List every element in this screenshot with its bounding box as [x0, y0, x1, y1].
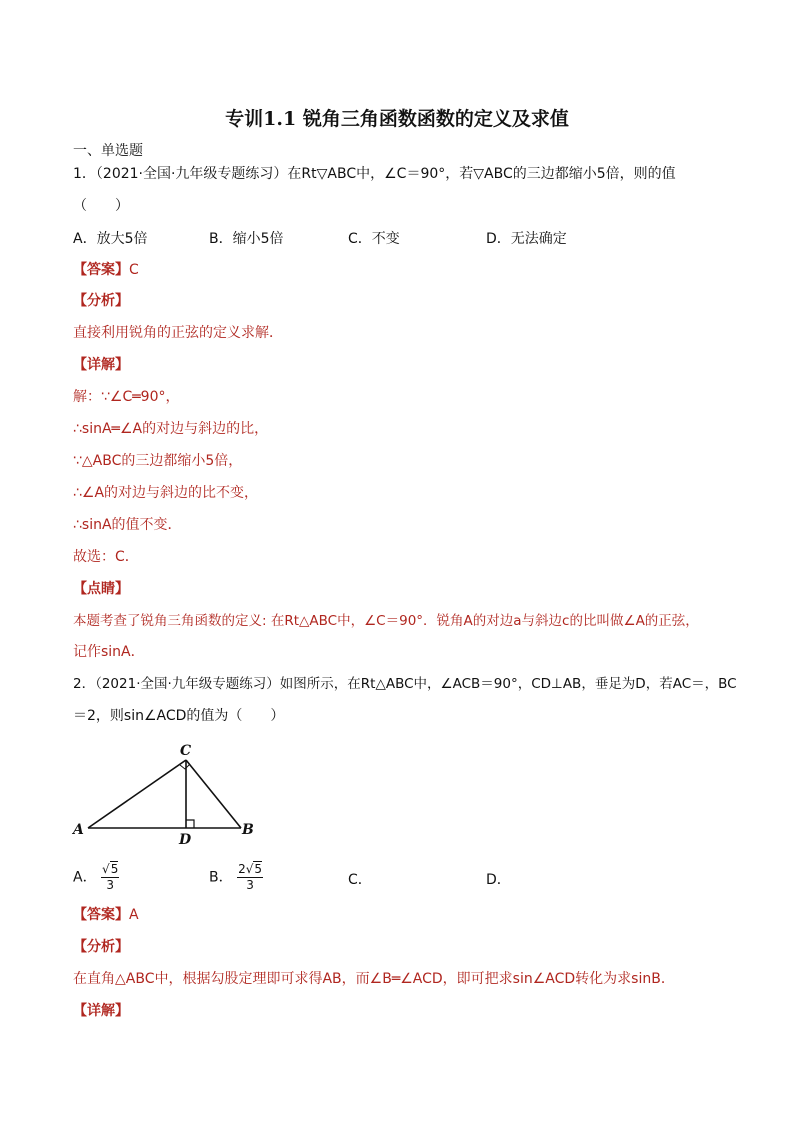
- q2-analysis-label: 【分析】: [73, 939, 129, 955]
- label-a: A: [73, 822, 84, 838]
- right-angle-mark-d: [186, 820, 194, 828]
- label-d: D: [179, 832, 192, 848]
- q2-answer-label: 【答案】: [73, 907, 129, 923]
- q2-option-b-prefix: B．: [209, 869, 233, 886]
- q2-option-a-denominator: 3: [106, 878, 114, 892]
- q1-analysis-text: 直接利用锐角的正弦的定义求解．: [73, 325, 283, 341]
- q2-option-b-fraction: $\frac{2√5}{3}$: [238, 862, 262, 892]
- q1-stem-bracket: （ ）: [73, 198, 129, 214]
- q1-answer-label: 【答案】: [73, 262, 129, 278]
- q1-comment-line: 记作sinA．: [73, 644, 145, 660]
- label-b: B: [242, 822, 254, 838]
- q2-analysis-text: 在直角△ABC中，根据勾股定理即可求得AB，而∠B═∠ACD，即可把求sin∠ACD转化为求sinB．: [73, 971, 675, 987]
- q1-analysis-label: 【分析】: [73, 293, 129, 309]
- q1-comment-label: 【点睛】: [73, 581, 129, 597]
- q1-option-c: C．不变: [348, 231, 400, 247]
- q1-answer-value: C: [129, 262, 139, 278]
- q1-detail-line: ∴sinA的值不变．: [73, 517, 182, 533]
- q1-option-b: B．缩小5倍: [209, 231, 284, 247]
- q1-stem: 1．（2021·全国·九年级专题练习）在Rt▽ABC中，∠C＝90°，若▽ABC的三边都缩小5倍，则的值: [73, 166, 676, 182]
- q2-option-b-coefficient: 2: [238, 862, 246, 876]
- triangle-figure: [66, 740, 266, 850]
- q2-option-c: C．: [348, 872, 372, 888]
- label-c: C: [180, 743, 192, 759]
- q2-answer-value: A: [129, 907, 139, 923]
- right-angle-mark-c: [180, 764, 190, 769]
- q1-answer: [73, 261, 139, 279]
- q1-option-a: A．放大5倍: [73, 231, 148, 247]
- q2-option-a-radicand: 5: [110, 862, 119, 876]
- section-heading: 一、单选题: [73, 143, 143, 159]
- q1-detail-line: 解：∵∠C═90°，: [73, 389, 180, 405]
- q1-option-d: D．无法确定: [486, 231, 567, 247]
- q1-detail-label: 【详解】: [73, 357, 129, 373]
- q2-option-a-fraction: $\frac{√5}{3}$: [102, 862, 119, 892]
- q2-option-a: [73, 862, 119, 893]
- q1-detail-line: ∴sinA═∠A的对边与斜边的比，: [73, 421, 269, 437]
- q2-answer: [73, 906, 139, 924]
- q2-option-d: D．: [486, 872, 511, 888]
- q2-stem: 2．（2021·全国·九年级专题练习）如图所示，在Rt△ABC中，∠ACB＝90°，CD⊥AB，垂足为D，若AC＝，BC: [73, 676, 737, 692]
- q1-detail-line: ∵△ABC的三边都缩小5倍，: [73, 453, 243, 469]
- q1-detail-line: ∴∠A的对边与斜边的比不变，: [73, 485, 259, 501]
- segment-ac: [88, 760, 186, 828]
- q2-option-b-denominator: 3: [246, 878, 254, 892]
- q2-option-a-prefix: A．: [73, 869, 97, 886]
- page-title: 专训1.1 锐角三角函数函数的定义及求值: [225, 108, 569, 130]
- q2-detail-label: 【详解】: [73, 1003, 129, 1019]
- segment-bc: [186, 760, 241, 828]
- q1-detail-line: 故选：C．: [73, 549, 139, 565]
- q2-option-b-radicand: 5: [254, 862, 262, 876]
- q1-comment-line: 本题考查了锐角三角函数的定义: 在Rt△ABC中，∠C＝90°．锐角A的对边a与斜边c的比叫做∠A的正弦，: [73, 613, 699, 629]
- q2-option-b: [209, 862, 263, 893]
- q2-stem-continued: ＝2，则sin∠ACD的值为（ ）: [73, 708, 285, 724]
